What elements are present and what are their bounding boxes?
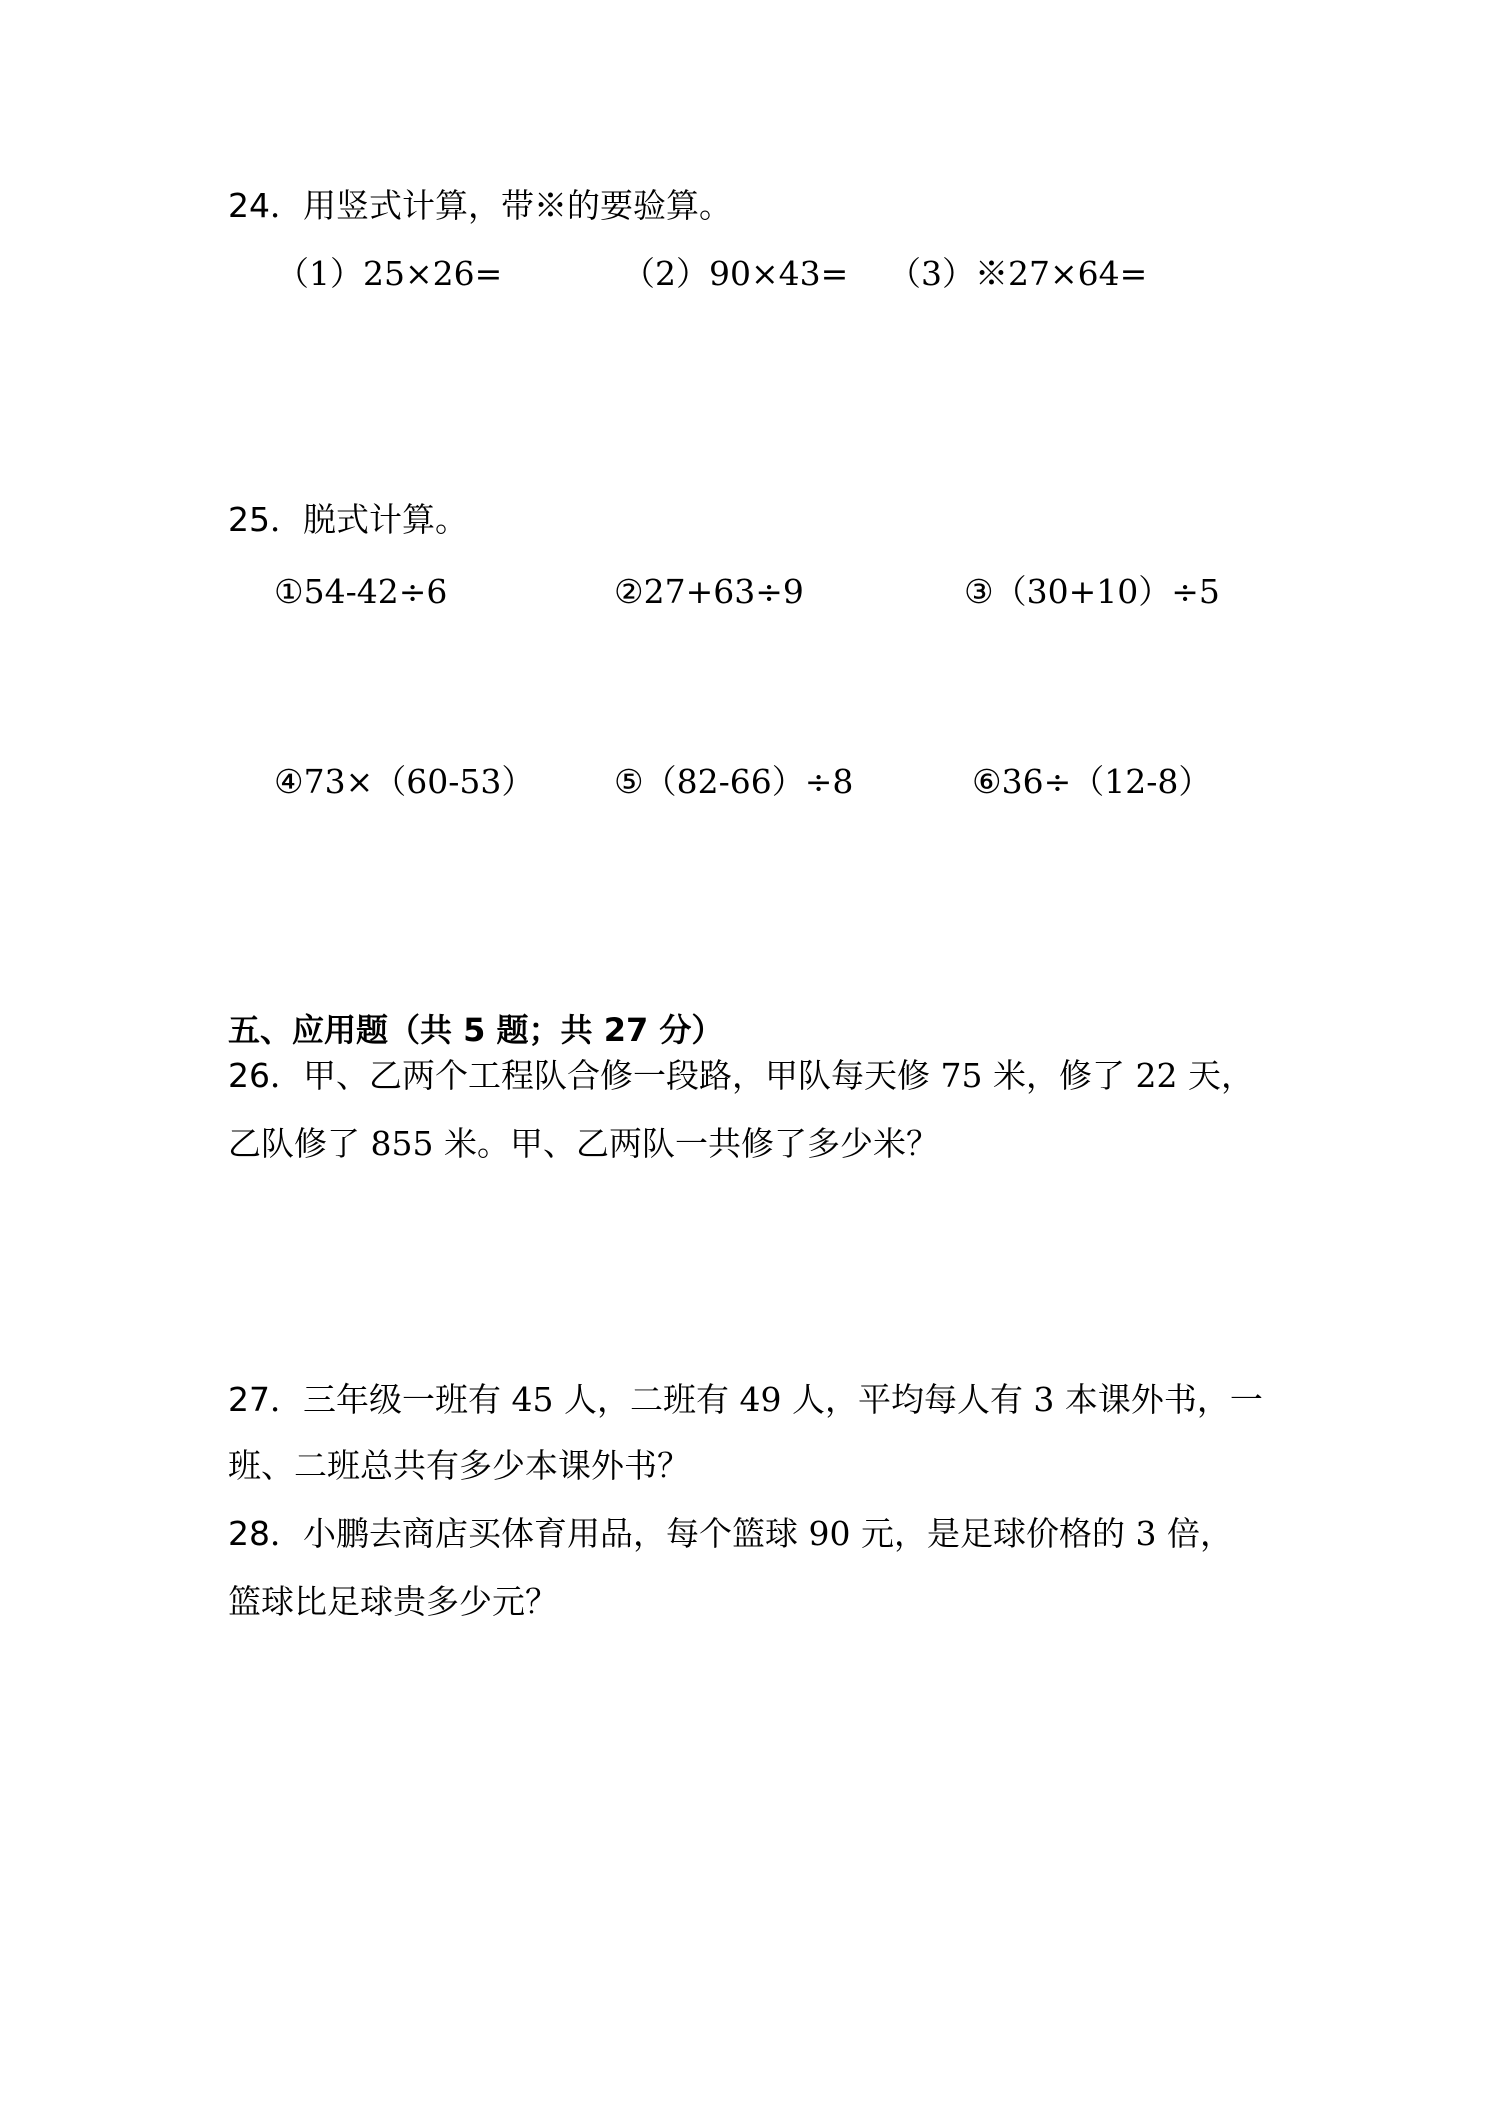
- q25-item-6: ⑥36÷（12-8）: [972, 762, 1212, 801]
- question-text: 甲、乙两个工程队合修一段路，甲队每天修 75 米，修了 22 天，: [303, 1056, 1254, 1095]
- question-26-line-1: [228, 1056, 1254, 1096]
- question-27-line-1: [228, 1380, 1263, 1420]
- section-title: 五、应用题（共 5 题；共 27 分）: [228, 1011, 724, 1049]
- question-number: 25．: [228, 500, 303, 539]
- question-25: [228, 500, 468, 540]
- question-number: 28．: [228, 1514, 303, 1553]
- q25-item-3: ③（30+10）÷5: [964, 572, 1220, 611]
- q25-item-4: ④73×（60-53）: [274, 762, 535, 801]
- question-28-line-2: 篮球比足球贵多少元？: [228, 1582, 558, 1621]
- question-text: 小鹏去商店买体育用品，每个篮球 90 元，是足球价格的 3 倍，: [303, 1514, 1233, 1553]
- question-28-line-1: [228, 1514, 1233, 1554]
- question-number: 27．: [228, 1380, 303, 1419]
- q24-item-2: （2）90×43=: [622, 254, 849, 293]
- question-26-line-2: 乙队修了 855 米。甲、乙两队一共修了多少米？: [228, 1124, 939, 1163]
- question-prompt: 脱式计算。: [303, 500, 468, 539]
- question-number: 24．: [228, 186, 303, 225]
- question-24: [228, 186, 732, 226]
- question-prompt: 用竖式计算，带※的要验算。: [303, 186, 732, 225]
- q24-item-3: （3）※27×64=: [888, 254, 1148, 293]
- q25-item-1: ①54-42÷6: [274, 572, 448, 611]
- question-27-line-2: 班、二班总共有多少本课外书？: [228, 1446, 690, 1485]
- q24-item-1: （1）25×26=: [276, 254, 503, 293]
- q25-item-2: ②27+63÷9: [614, 572, 804, 611]
- question-number: 26．: [228, 1056, 303, 1095]
- q25-item-5: ⑤（82-66）÷8: [614, 762, 854, 801]
- question-text: 三年级一班有 45 人，二班有 49 人，平均每人有 3 本课外书，一: [303, 1380, 1263, 1419]
